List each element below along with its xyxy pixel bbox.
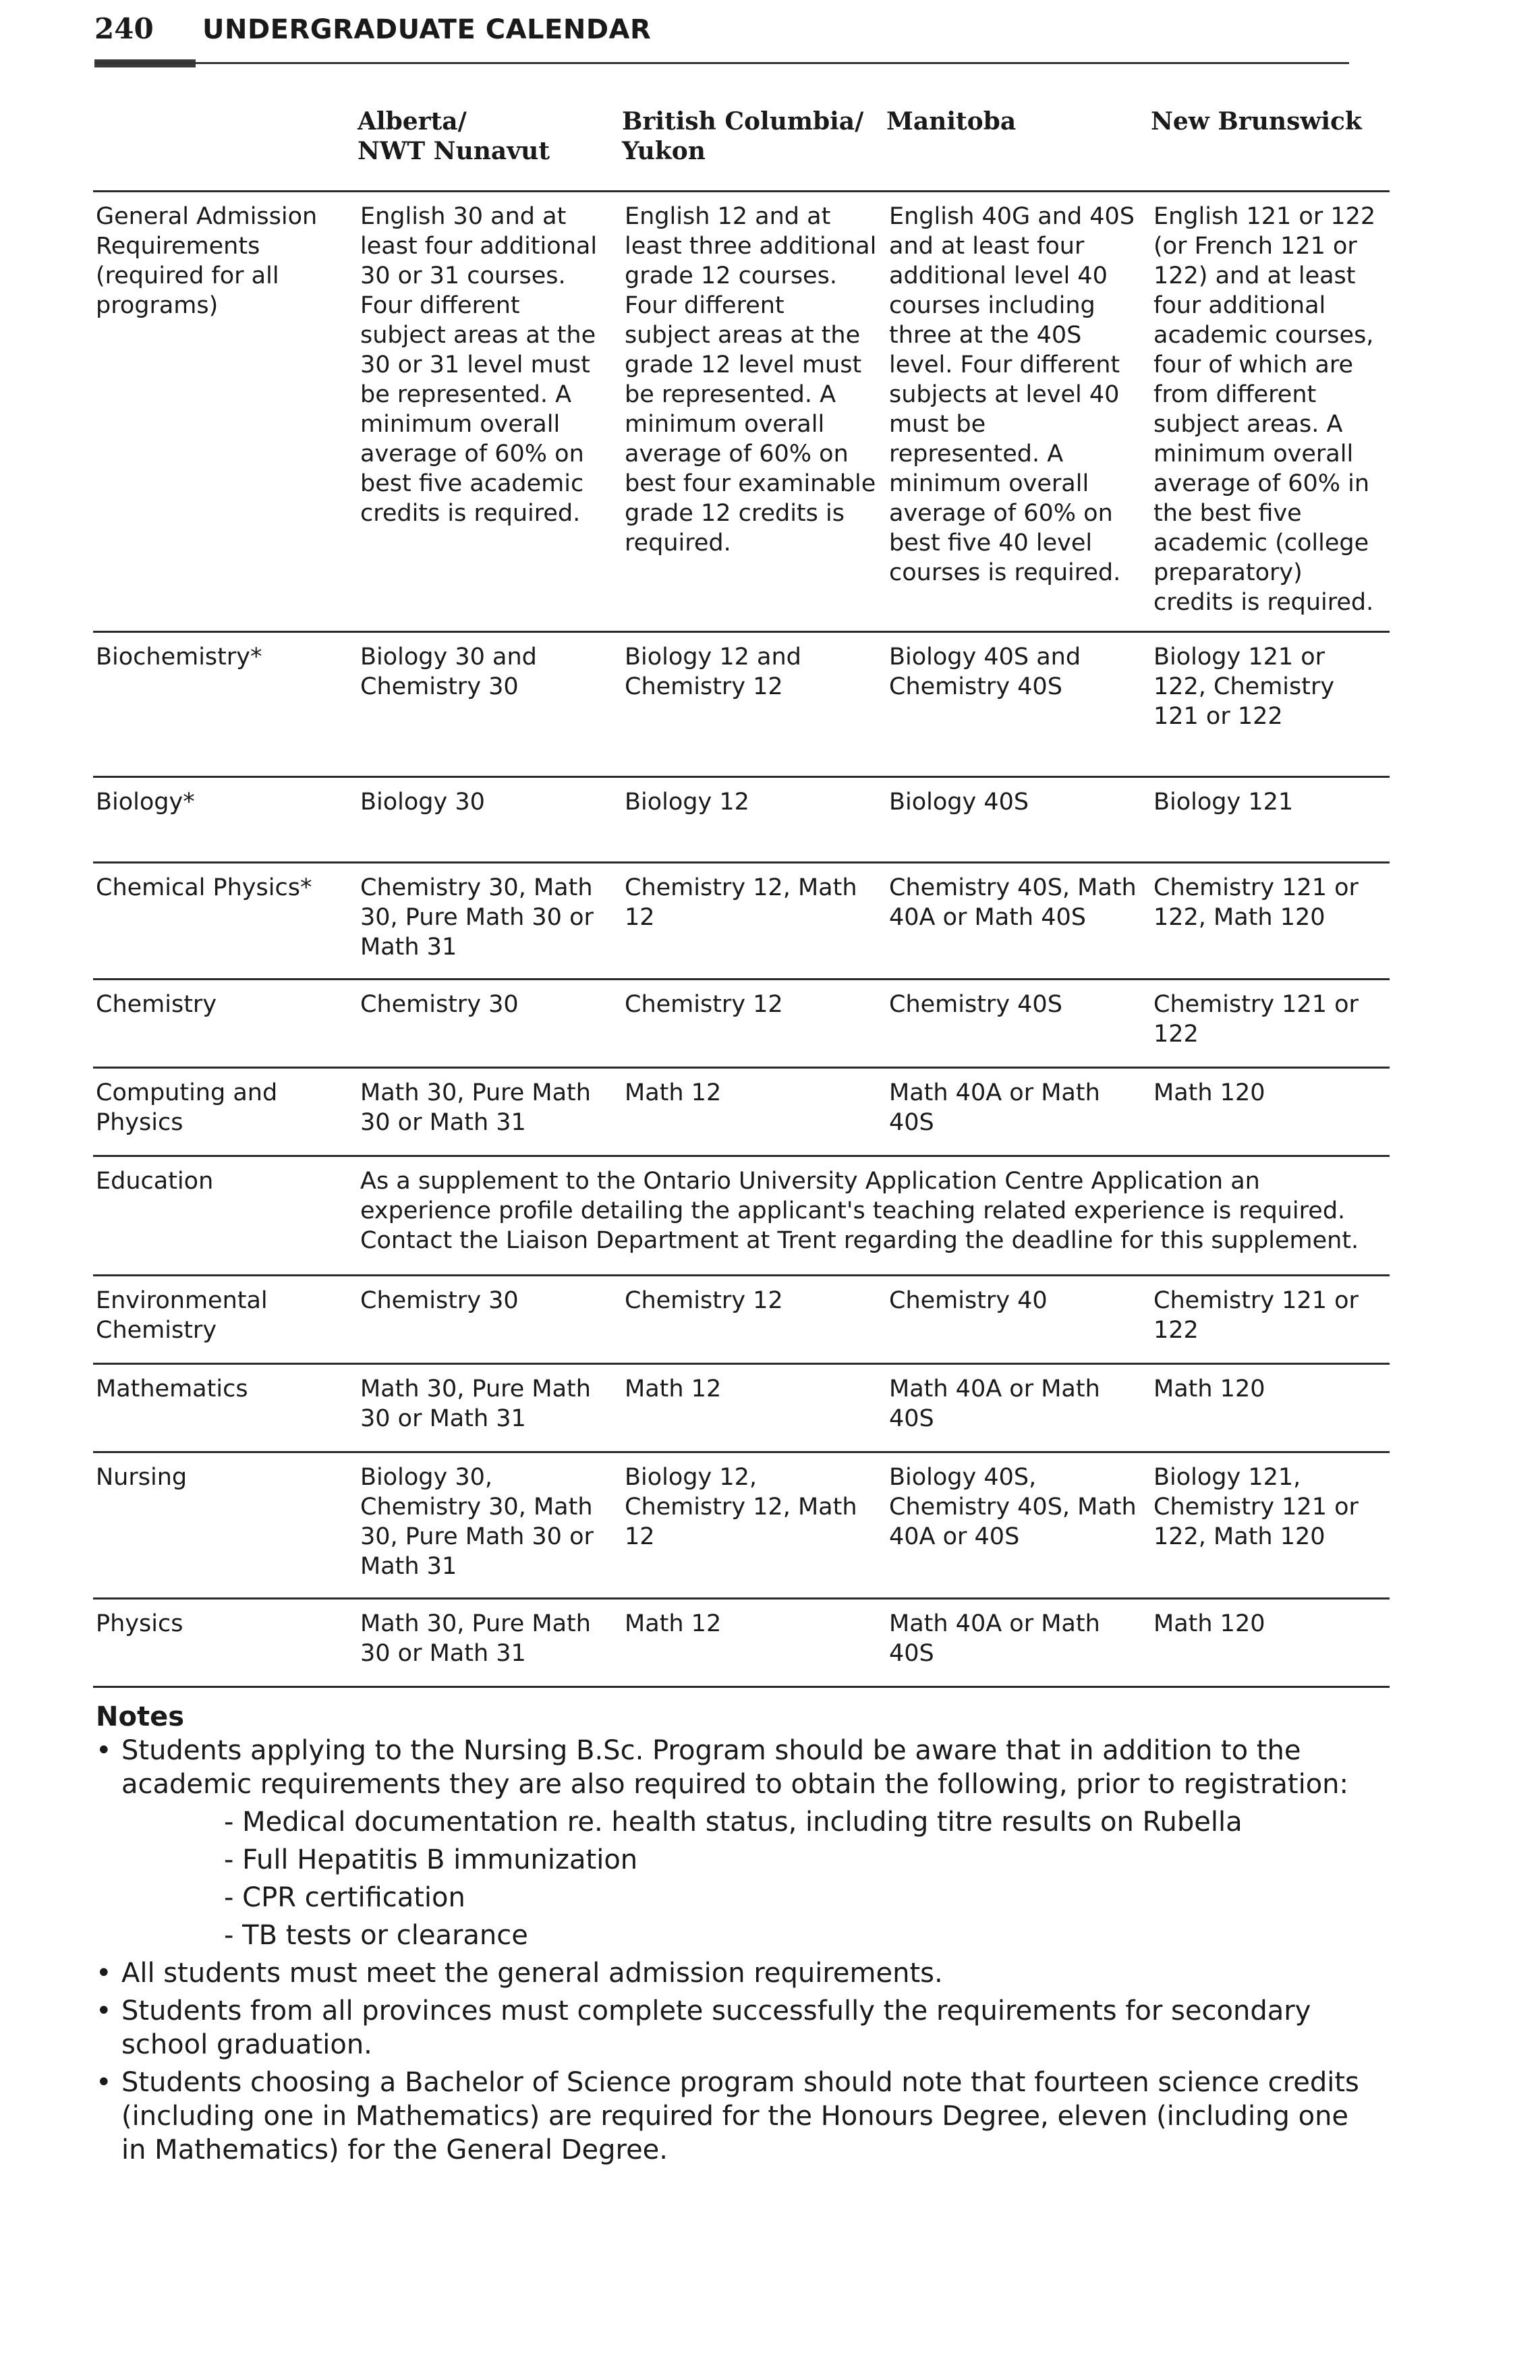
note-item <box>96 1734 1377 1801</box>
cell-new-brunswick: Chemistry 121 or 122 <box>1151 1276 1390 1364</box>
nursing-subitem: - CPR certification <box>224 1882 465 1913</box>
header-alberta-line2: NWT Nunavut <box>358 137 550 165</box>
cell-new-brunswick: Biology 121 <box>1151 777 1390 863</box>
cell-new-brunswick: Math 120 <box>1151 1364 1390 1452</box>
header-bc-line1: British Columbia/ <box>622 107 864 136</box>
header-cell-new-brunswick: New Brunswick <box>1151 101 1390 192</box>
cell-alberta: Biology 30, Chemistry 30, Math 30, Pure Math 30 or Math 31 <box>358 1452 622 1599</box>
table-row <box>93 1276 1390 1364</box>
table-row <box>93 777 1390 863</box>
nursing-requirements-list <box>96 1805 1377 1952</box>
cell-manitoba: Math 40A or Math 40S <box>886 1068 1151 1156</box>
notes-section <box>96 1700 1377 2171</box>
cell-manitoba: Chemistry 40S, Math 40A or Math 40S <box>886 863 1151 980</box>
header-cell-alberta <box>358 101 622 192</box>
cell-alberta: Math 30, Pure Math 30 or Math 31 <box>358 1364 622 1452</box>
row-label: Computing and Physics <box>93 1068 358 1156</box>
cell-bc: Math 12 <box>622 1068 886 1156</box>
table-row <box>93 1068 1390 1156</box>
cell-alberta: Chemistry 30 <box>358 1276 622 1364</box>
page-header <box>94 12 1349 63</box>
cell-bc: Chemistry 12 <box>622 980 886 1068</box>
header-bc-line2: Yukon <box>622 137 706 165</box>
cell-manitoba: Biology 40S and Chemistry 40S <box>886 632 1151 777</box>
cell-manitoba: Biology 40S, Chemistry 40S, Math 40A or 40S <box>886 1452 1151 1599</box>
table-row <box>93 632 1390 777</box>
header-cell-bc <box>622 101 886 192</box>
cell-manitoba: Biology 40S <box>886 777 1151 863</box>
page-number: 240 <box>94 12 154 45</box>
header-alberta-line1: Alberta/ <box>358 107 467 136</box>
header-cell-program <box>93 101 358 192</box>
note-text: Students applying to the Nursing B.Sc. Program should be aware that in addition to the academic requirements they are also required to obtain the following, prior to registration: <box>121 1735 1349 1800</box>
cell-bc: Math 12 <box>622 1364 886 1452</box>
table-row <box>93 1364 1390 1452</box>
cell-alberta: Chemistry 30, Math 30, Pure Math 30 or Math 31 <box>358 863 622 980</box>
cell-bc: Biology 12 and Chemistry 12 <box>622 632 886 777</box>
cell-new-brunswick: Biology 121, Chemistry 121 or 122, Math 120 <box>1151 1452 1390 1599</box>
admission-requirements-table <box>93 101 1390 1688</box>
nursing-subitem: - Full Hepatitis B immunization <box>224 1844 638 1875</box>
header-rule <box>94 59 1349 63</box>
cell-manitoba: Chemistry 40 <box>886 1276 1151 1364</box>
running-title: UNDERGRADUATE CALENDAR <box>202 14 652 45</box>
cell-new-brunswick: Math 120 <box>1151 1599 1390 1687</box>
note-text: All students must meet the general admission requirements. <box>121 1958 943 1989</box>
row-label: Education <box>93 1156 358 1276</box>
cell-manitoba: English 40G and 40S and at least four additional level 40 courses including three at the 40S level. Four different subjects at level 40 must be represented. A minimum overall average of 60% on best five 40 level courses is required. <box>886 192 1151 632</box>
table-row <box>93 1452 1390 1599</box>
cell-bc: Biology 12 <box>622 777 886 863</box>
bullet-icon: • <box>96 1995 112 2027</box>
note-text: Students from all provinces must complete successfully the requirements for secondary school graduation. <box>121 1995 1311 2060</box>
bullet-icon: • <box>96 1958 112 1989</box>
row-label: Biology* <box>93 777 358 863</box>
cell-bc: Chemistry 12 <box>622 1276 886 1364</box>
cell-alberta: Biology 30 <box>358 777 622 863</box>
row-label: General Admission Requirements (required for all programs) <box>93 192 358 632</box>
note-text: Students choosing a Bachelor of Science program should note that fourteen science credits (including one in Mathematics) are required for the Honours Degree, eleven (including one in Mathematics) for the General Degree. <box>121 2067 1359 2165</box>
note-item <box>96 1956 1377 1990</box>
cell-manitoba: Math 40A or Math 40S <box>886 1364 1151 1452</box>
notes-title: Notes <box>96 1701 185 1732</box>
cell-alberta: Biology 30 and Chemistry 30 <box>358 632 622 777</box>
cell-new-brunswick: Biology 121 or 122, Chemistry 121 or 122 <box>1151 632 1390 777</box>
row-label: Nursing <box>93 1452 358 1599</box>
cell-alberta: Math 30, Pure Math 30 or Math 31 <box>358 1599 622 1687</box>
row-label: Mathematics <box>93 1364 358 1452</box>
cell-manitoba: Math 40A or Math 40S <box>886 1599 1151 1687</box>
row-label: Environmental Chemistry <box>93 1276 358 1364</box>
cell-new-brunswick: English 121 or 122 (or French 121 or 122) and at least four additional academic courses, four of which are from different subject areas. A minimum overall average of 60% in the best five academic (college preparatory) credits is required. <box>1151 192 1390 632</box>
cell-bc: Math 12 <box>622 1599 886 1687</box>
cell-alberta: Chemistry 30 <box>358 980 622 1068</box>
cell-alberta: Math 30, Pure Math 30 or Math 31 <box>358 1068 622 1156</box>
cell-new-brunswick: Chemistry 121 or 122, Math 120 <box>1151 863 1390 980</box>
table-row <box>93 1599 1390 1687</box>
cell-new-brunswick: Math 120 <box>1151 1068 1390 1156</box>
nursing-subitem: - Medical documentation re. health status, including titre results on Rubella <box>224 1807 1243 1838</box>
nursing-subitem: - TB tests or clearance <box>224 1920 528 1951</box>
row-label: Biochemistry* <box>93 632 358 777</box>
table-row <box>93 1156 1390 1276</box>
cell-bc: English 12 and at least three additional grade 12 courses. Four different subject areas at the grade 12 level must be represented. A minimum overall average of 60% on best four examinable grade 12 credits is required. <box>622 192 886 632</box>
note-item <box>96 2066 1377 2167</box>
row-label: Chemistry <box>93 980 358 1068</box>
table-header-row <box>93 101 1390 192</box>
bullet-icon: • <box>96 2067 112 2098</box>
header-rule-line <box>94 62 1349 64</box>
table-row <box>93 192 1390 632</box>
cell-education-note: As a supplement to the Ontario University Application Centre Application an experience profile detailing the applicant's teaching related experience is required. Contact the Liaison Department at Trent regarding the deadline for this supplement. <box>358 1156 1390 1276</box>
bullet-icon: • <box>96 1735 112 1766</box>
table-row <box>93 863 1390 980</box>
table-row <box>93 980 1390 1068</box>
cell-manitoba: Chemistry 40S <box>886 980 1151 1068</box>
row-label: Chemical Physics* <box>93 863 358 980</box>
cell-bc: Chemistry 12, Math 12 <box>622 863 886 980</box>
note-item <box>96 1994 1377 2062</box>
cell-new-brunswick: Chemistry 121 or 122 <box>1151 980 1390 1068</box>
cell-bc: Biology 12, Chemistry 12, Math 12 <box>622 1452 886 1599</box>
cell-alberta: English 30 and at least four additional 30 or 31 courses. Four different subject areas at the 30 or 31 level must be represented. A minimum overall average of 60% on best five academic credits is required. <box>358 192 622 632</box>
row-label: Physics <box>93 1599 358 1687</box>
header-cell-manitoba: Manitoba <box>886 101 1151 192</box>
